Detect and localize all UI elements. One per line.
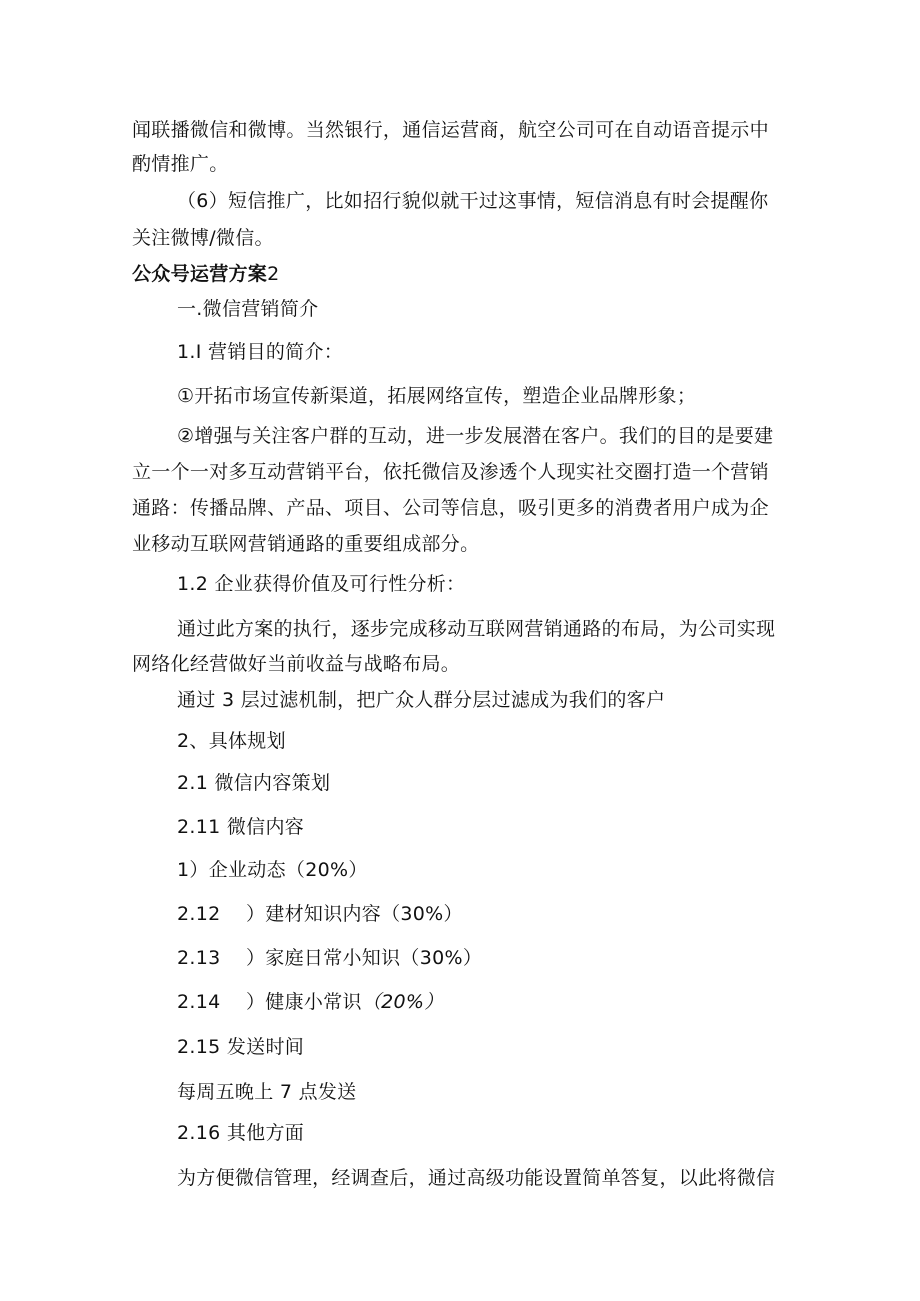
list-item <box>246 990 444 1014</box>
list-item: ）建材知识内容（30%） <box>246 903 463 925</box>
subsection-title: 2、具体规划 <box>177 730 286 752</box>
list-item: ）家庭日常小知识（30%） <box>246 947 483 969</box>
paragraph-line: 通路：传播品牌、产品、项目、公司等信息，吸引更多的消费者用户成为企 <box>132 497 769 519</box>
paragraph-line: ②增强与关注客户群的互动，进一步发展潜在客户。我们的目的是要建 <box>177 425 774 447</box>
heading-number: 2 <box>267 263 280 285</box>
subsection-title: 2.16 其他方面 <box>177 1122 305 1144</box>
list-item: 1）企业动态（20%） <box>177 859 368 881</box>
list-item-number: 2.12 <box>177 903 221 925</box>
subsection-title: 2.15 发送时间 <box>177 1036 305 1058</box>
paragraph-line: 酌情推广。 <box>132 153 229 175</box>
paragraph-line: （6）短信推广，比如招行貌似就干过这事情，短信消息有时会提醒你 <box>177 190 769 212</box>
paragraph-line: 业移动互联网营销通路的重要组成部分。 <box>132 533 480 555</box>
heading-text: 公众号运营方案 <box>132 263 268 285</box>
paragraph-line: 为方便微信管理，经调查后，通过高级功能设置简单答复，以此将微信 <box>177 1167 776 1189</box>
subsection-title: 2.11 微信内容 <box>177 816 305 838</box>
subsection-title: 一.微信营销简介 <box>177 298 319 320</box>
paragraph-line: 立一个一对多互动营销平台，依托微信及渗透个人现实社交圈打造一个营销 <box>132 461 769 483</box>
subsection-title: 1.I 营销目的简介： <box>177 341 344 363</box>
paragraph-line: 网络化经营做好当前收益与战略布局。 <box>132 653 461 675</box>
list-item: ①开拓市场宣传新渠道，拓展网络宣传，塑造企业品牌形象； <box>177 385 697 407</box>
list-item-number: 2.13 <box>177 947 221 969</box>
paragraph-line: 关注微博/微信。 <box>132 227 274 249</box>
paragraph-line: 闻联播微信和微博。当然银行，通信运营商，航空公司可在自动语音提示中 <box>132 119 769 141</box>
section-heading <box>132 262 280 286</box>
subsection-title: 2.1 微信内容策划 <box>177 772 331 794</box>
subsection-title: 1.2 企业获得价值及可行性分析： <box>177 573 466 595</box>
paragraph-line: 通过 3 层过滤机制，把广众人群分层过滤成为我们的客户 <box>177 689 666 711</box>
paragraph-line: 每周五晚上 7 点发送 <box>177 1081 357 1103</box>
list-item-number: 2.14 <box>177 991 221 1013</box>
list-item-text: ）健康小常识 <box>246 991 362 1013</box>
paragraph-line: 通过此方案的执行，逐步完成移动互联网营销通路的布局，为公司实现 <box>177 618 776 640</box>
list-item-percent: （20%） <box>361 991 444 1013</box>
